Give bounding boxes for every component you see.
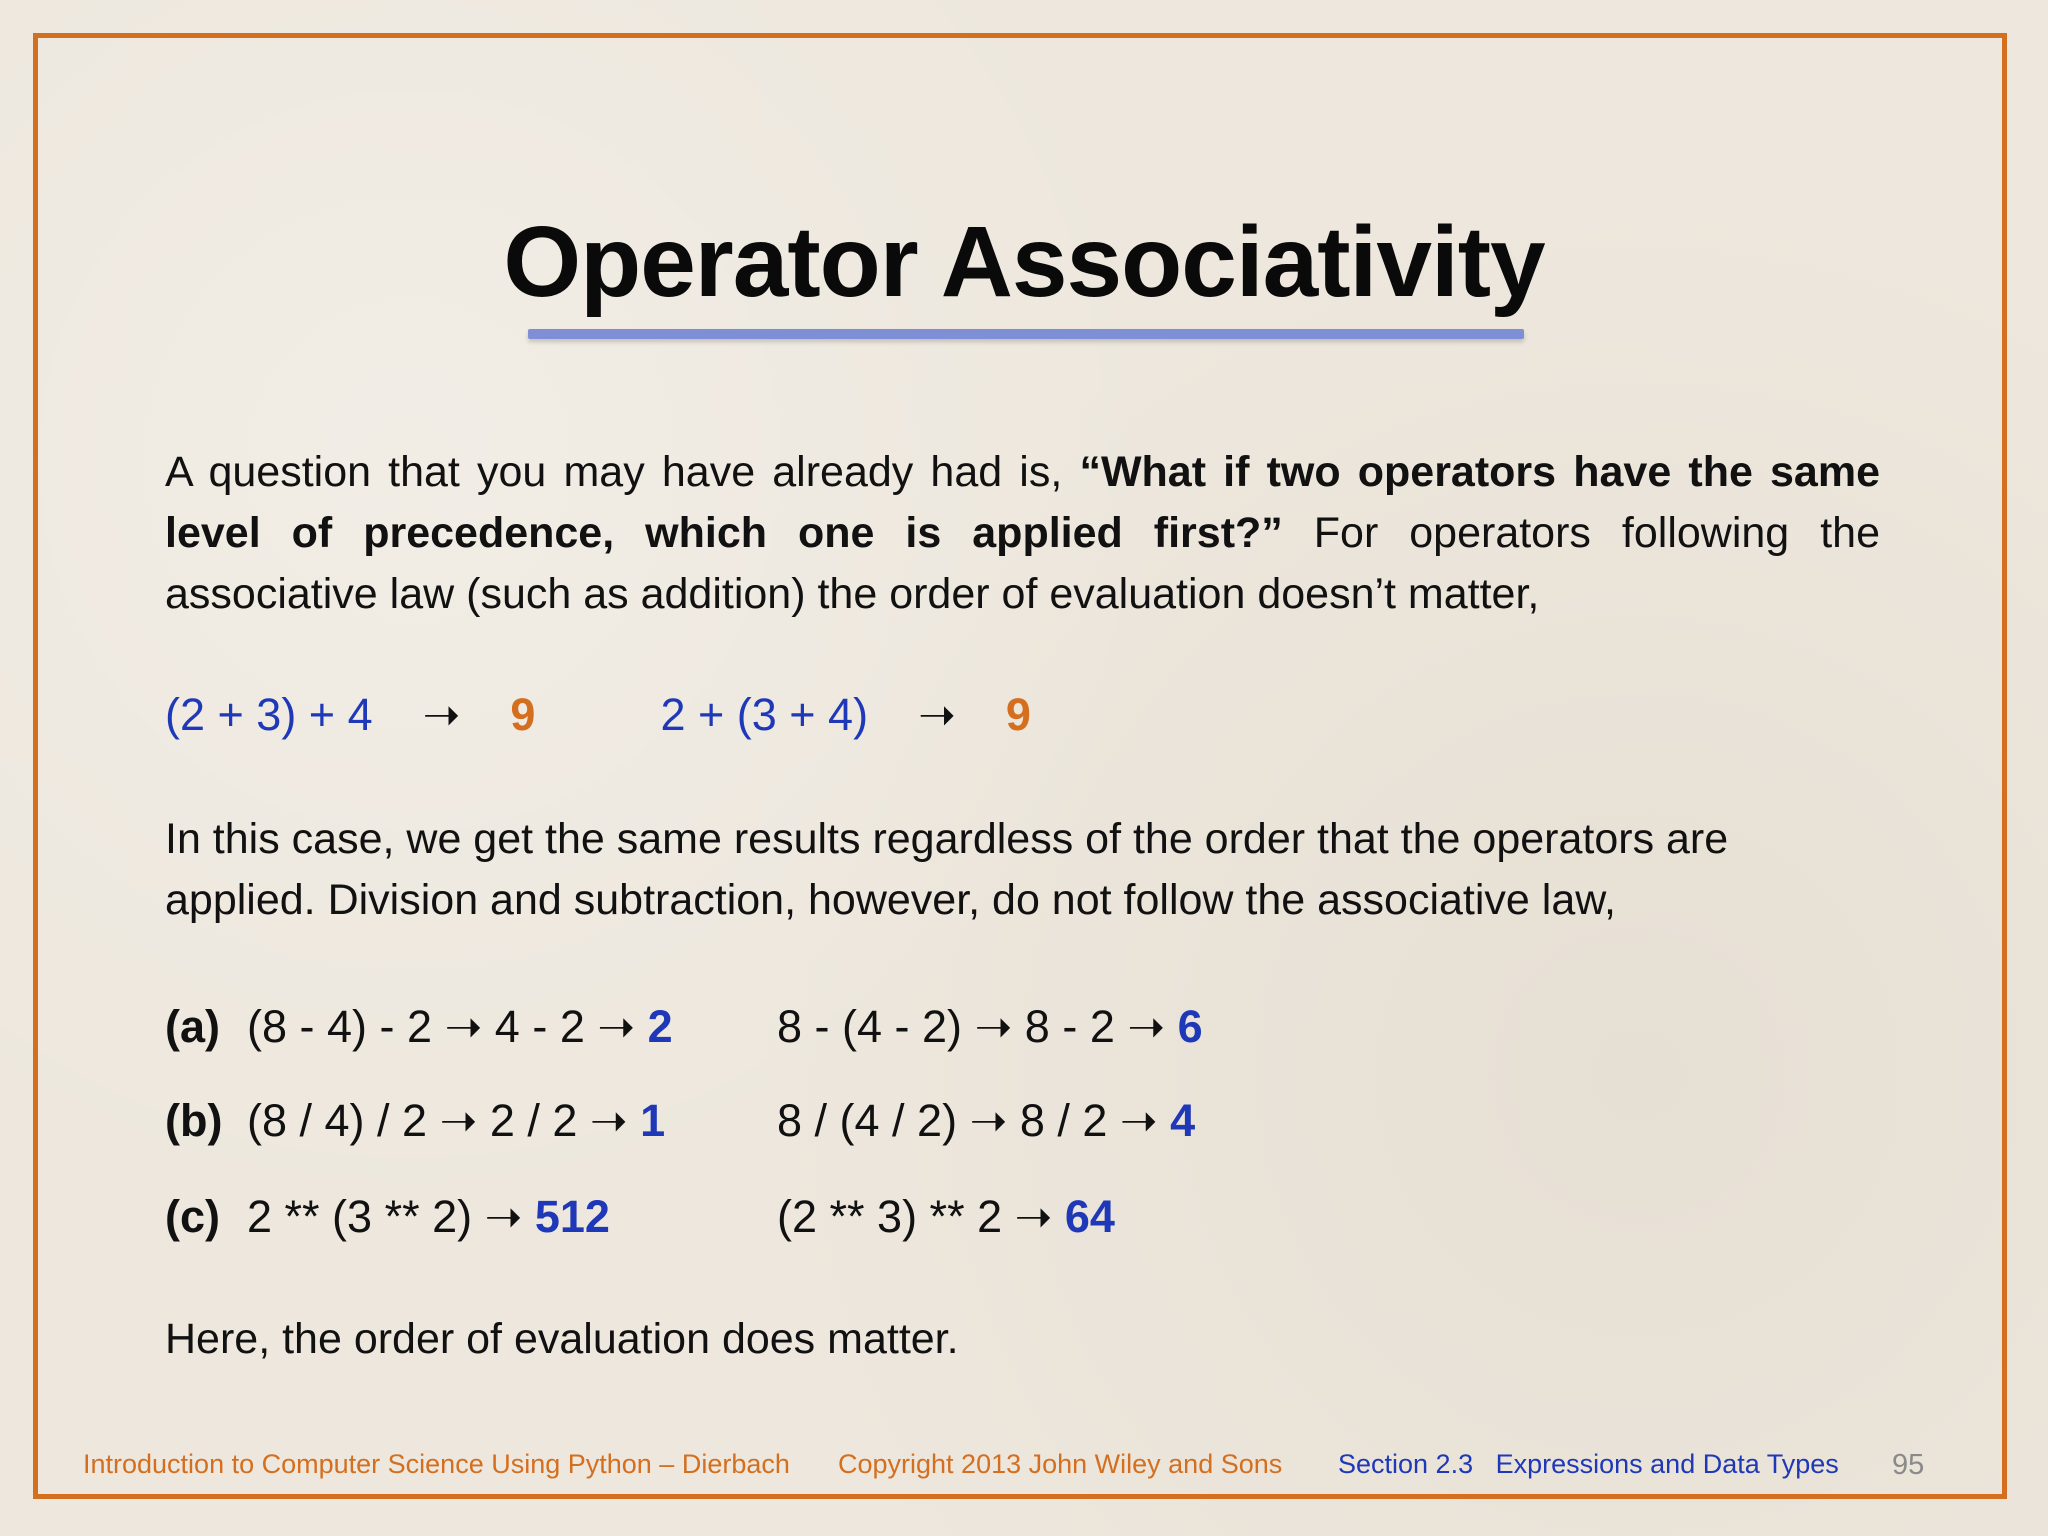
left-result: 2 [647, 1001, 673, 1052]
example-left [247, 997, 777, 1057]
example-row-a [165, 997, 1765, 1057]
right-result: 4 [1170, 1095, 1196, 1146]
assoc-result-2: 9 [1005, 689, 1031, 740]
arrow-icon: ➝ [444, 1001, 483, 1052]
left-result: 512 [534, 1191, 610, 1242]
slide-title: Operator Associativity [503, 206, 1545, 318]
example-right [777, 997, 1203, 1057]
arrow-icon: ➝ [1119, 1095, 1158, 1146]
example-left [247, 1187, 777, 1247]
right-result: 64 [1064, 1191, 1115, 1242]
right-step: 8 - 2 [1024, 1001, 1115, 1052]
left-step: 2 / 2 [489, 1095, 578, 1146]
example-row-c [165, 1187, 1765, 1247]
example-label: (a) [165, 1001, 220, 1052]
example-label: (b) [165, 1095, 223, 1146]
associative-example [165, 685, 1365, 745]
title-underline [528, 329, 1524, 339]
example-right [777, 1091, 1195, 1151]
example-right [777, 1187, 1115, 1247]
arrow-icon: ➝ [918, 689, 956, 740]
right-result: 6 [1177, 1001, 1203, 1052]
example-label: (c) [165, 1191, 220, 1242]
footer-book-title: Introduction to Computer Science Using Python – Dierbach [83, 1449, 790, 1479]
arrow-icon: ➝ [1127, 1001, 1166, 1052]
assoc-expr-2: 2 + (3 + 4) [660, 689, 869, 740]
intro-question: “What if two operators have the same level of precedence, which one is applied first?” [165, 448, 1880, 557]
right-expression: 8 - (4 - 2) [777, 1001, 963, 1052]
footer-copyright: Copyright 2013 John Wiley and Sons [838, 1449, 1283, 1479]
right-step: 8 / 2 [1019, 1095, 1108, 1146]
arrow-icon: ➝ [484, 1191, 523, 1242]
arrow-icon: ➝ [597, 1001, 636, 1052]
assoc-expr-1: (2 + 3) + 4 [165, 689, 373, 740]
intro-paragraph [165, 442, 1880, 625]
assoc-result-1: 9 [510, 689, 536, 740]
page-number: 95 [1892, 1449, 1925, 1481]
arrow-icon: ➝ [974, 1001, 1013, 1052]
intro-text-before: A question that you may have already had is, [165, 448, 1080, 496]
left-step: 4 - 2 [494, 1001, 585, 1052]
example-row-b [165, 1091, 1765, 1151]
arrow-icon: ➝ [589, 1095, 628, 1146]
example-left [247, 1091, 777, 1151]
conclusion-paragraph: Here, the order of evaluation does matter. [165, 1315, 959, 1363]
left-expression: 2 ** (3 ** 2) [247, 1191, 473, 1242]
right-expression: (2 ** 3) ** 2 [777, 1191, 1003, 1242]
footer-section: Section 2.3 Expressions and Data Types [1338, 1449, 1839, 1479]
arrow-icon: ➝ [422, 689, 461, 740]
left-result: 1 [640, 1095, 666, 1146]
intro-text-after: For operators following the associative law (such as addition) the order of evaluation doesn’t matter, [165, 509, 1880, 618]
right-expression: 8 / (4 / 2) [777, 1095, 958, 1146]
left-expression: (8 / 4) / 2 [247, 1095, 428, 1146]
left-expression: (8 - 4) - 2 [247, 1001, 433, 1052]
middle-paragraph: In this case, we get the same results regardless of the order that the operators are applied. Division and subtraction, however, do not follow the associative law, [165, 815, 1729, 924]
arrow-icon: ➝ [439, 1095, 478, 1146]
arrow-icon: ➝ [969, 1095, 1008, 1146]
arrow-icon: ➝ [1014, 1191, 1053, 1242]
